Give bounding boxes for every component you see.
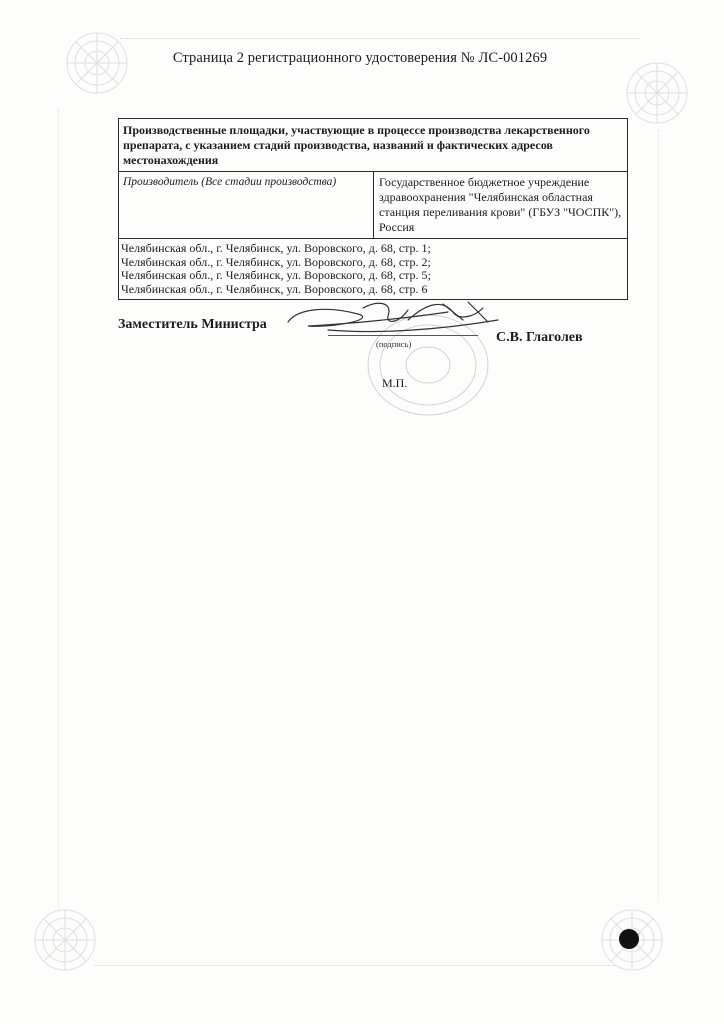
signatory-name: С.В. Глаголев bbox=[496, 330, 583, 345]
decorative-border-left bbox=[58, 110, 59, 910]
page-title: Страница 2 регистрационного удостоверения № ЛС-001269 bbox=[172, 50, 548, 66]
signature-line bbox=[328, 335, 478, 336]
stamp-place-label: М.П. bbox=[382, 376, 408, 390]
table-row bbox=[119, 172, 627, 239]
rosette-ornament-icon bbox=[62, 28, 132, 98]
address-line: Челябинская обл., г. Челябинск, ул. Воровского, д. 68, стр. 2; bbox=[121, 254, 431, 269]
address-line: Челябинская обл., г. Челябинск, ул. Воровского, д. 68, стр. 1; bbox=[121, 241, 431, 255]
table-heading: Производственные площадки, участвующие в процессе производства лекарственного препарата, с указанием стадий производства, названий и фактических адресов местонахождения bbox=[119, 119, 627, 172]
production-sites-table bbox=[118, 118, 628, 300]
address-line: Челябинская обл., г. Челябинск, ул. Воровского, д. 68, стр. 5; bbox=[121, 268, 431, 282]
rosette-ornament-icon bbox=[622, 58, 692, 128]
signature-caption: (подпись) bbox=[376, 339, 412, 349]
rosette-ornament-icon bbox=[30, 905, 100, 975]
signatory-position: Заместитель Министра bbox=[118, 317, 267, 332]
manufacturer-role-cell: Производитель (Все стадии производства) bbox=[119, 172, 374, 238]
organization-cell: Государственное бюджетное учреждение здравоохранения "Челябинская областная станция переливания крови" (ГБУЗ "ЧОСПК"), Россия bbox=[379, 175, 622, 234]
decorative-border-bottom bbox=[95, 965, 615, 966]
decorative-border-right bbox=[658, 130, 659, 900]
punch-hole-mark bbox=[619, 929, 639, 949]
signature-block bbox=[118, 300, 628, 400]
decorative-border-top bbox=[120, 38, 640, 39]
address-line: Челябинская обл., г. Челябинск, ул. Воровского, д. 68, стр. 6 bbox=[121, 281, 428, 296]
